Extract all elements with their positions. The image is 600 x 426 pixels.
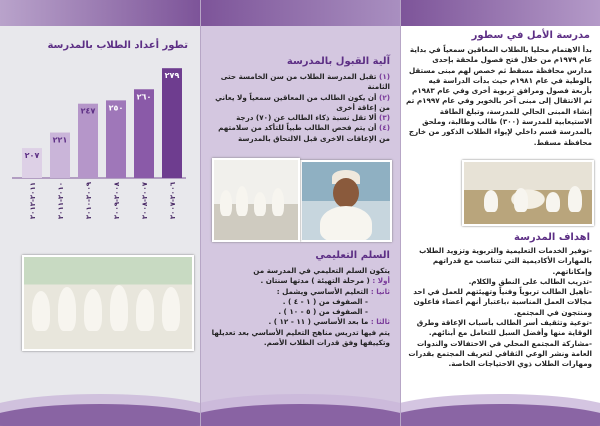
admission-item [208, 72, 390, 93]
ladder-stage-text: التعليم الأساسي ويشمل : [276, 286, 369, 296]
item-text: تقبل المدرسة الطلاب من سن الخامسة حتى الثامنة [220, 72, 390, 92]
top-band [200, 0, 400, 26]
item-number: (٤) [379, 123, 390, 133]
students-seated-photo [22, 255, 194, 351]
school-goals-list [406, 246, 592, 370]
admission-list [208, 72, 390, 144]
value-label-3: ٢٥٠ [108, 103, 124, 113]
tick-label-5: ٢٠١٠-٢٠١١ [57, 182, 65, 220]
bar-1 [162, 68, 182, 178]
ladder-stage [208, 317, 390, 327]
item-text: ألا تقل نسبة ذكاء الطالب عن (٧٠) درجة [236, 113, 377, 123]
chart-title: تطور أعداد الطلاب بالمدرسة [47, 40, 188, 51]
ladder-stage-text: ما بعد الأساسي ( ١١ - ١٢ ) . [268, 317, 369, 327]
school-overview-title: مدرسة الأمل في سطور [471, 30, 590, 41]
bars-group [22, 68, 182, 178]
group-activity-photo [212, 158, 300, 242]
item-number: (٢) [379, 92, 390, 102]
ladder-intro: يتكون السلم التعليمي في المدرسة من [253, 266, 390, 275]
value-label-2: ٢٦٠ [136, 92, 152, 102]
middle-panel [200, 0, 400, 426]
admission-item [208, 113, 390, 123]
decorative-wave [400, 404, 600, 426]
right-panel [400, 0, 600, 426]
admission-item [208, 123, 390, 144]
item-text: أن يتم فحص الطالب طبياً للتأكد من سلامتهم من الإعاقات الاخرى قبل الالتحاق بالمدرسة [218, 123, 390, 143]
school-overview-text: بدأ الاهتمام محليا بالطلاب المعاقين سمعياً في بداية عام ١٩٧٩م من خلال فتح فصول ملحقة بإحدى مدارس محافظة مسقط ثم خصص لهم مبنى مستقل بالوطية في عام ١٩٨١م حيث بدأت الدراسة فيه بأربعة فصول ومرافق تربوية أخرى وفي عام ١٩٨٣م تم الانتقال إلى مبنى آخر بالخوير وفي عام ١٩٩٧م تم إنشاء المبنى الحالي للمدرسة، وتبلغ الطاقة الاستيعابية للمدرسة (٣٠٠) طالب وطالبة، وملحق بالمدرسة قسم داخلي لإيواء الطلاب الذكور من خارج محافظة مسقط. [406, 45, 592, 147]
item-number: (١) [379, 72, 390, 81]
ladder-stage-label: أولا : [372, 276, 390, 286]
tick-labels-group [29, 181, 177, 219]
item-text: أن يكون الطالب من المعاقين سمعياً ولا يعاني من إعاقة أخرى [215, 92, 390, 112]
item-number: (٣) [379, 113, 390, 123]
ladder-stage [208, 276, 390, 286]
left-panel [0, 0, 200, 426]
goal-item: -تأهيل الطالب تربوياً وفنياً وتهيئتهم للعمل في احد مجالات العمل المناسبة ،باعتبار أنهم أعضاء فاعلون ومنتجون في المجتمع. [413, 287, 592, 317]
value-label-1: ٢٧٩ [164, 71, 180, 81]
fold-line [200, 0, 201, 426]
tick-label-6: ٢٠١١-٢٠١٢ [29, 182, 37, 220]
tick-label-1: ٢٠٠٦-٢٠٠٧ [169, 182, 177, 220]
ladder-title: السلم التعليمي [315, 250, 390, 261]
decorative-wave [200, 404, 400, 426]
value-labels-group [25, 71, 180, 160]
ladder-section [208, 266, 390, 348]
student-headset-photo [300, 160, 392, 242]
ladder-note: يتم فيها تدريس مناهج التعليم الأساسي بعد تعديلها وتكييفها وفق قدرات الطلاب الأصم. [211, 327, 390, 348]
goal-item: -تدريب الطالب على النطق والكلام. [468, 276, 592, 286]
value-label-5: ٢٢١ [52, 135, 68, 145]
ladder-cycle: - الصفوف من ( ١ - ٤ ) . [282, 296, 368, 306]
bar-2 [134, 89, 154, 178]
goal-item: -توفير الخدمات التعليمية والتربوية وتزويد الطلاب بالمهارات الأكاديمية التي تتناسب مع قدراتهم وإمكاناتهم. [419, 246, 592, 276]
admission-item [208, 93, 390, 114]
ladder-stage-label: ثانيا : [370, 286, 390, 296]
top-band [400, 0, 600, 26]
fold-line [400, 0, 401, 426]
classroom-photo [462, 160, 594, 226]
ladder-cycle: - الصفوف من ( ٥ - ١٠ ) . [278, 307, 368, 317]
tick-label-2: ٢٠٠٧-٢٠٠٨ [141, 182, 149, 220]
value-label-6: ٢٠٧ [24, 151, 40, 161]
ladder-stage [208, 287, 390, 297]
decorative-wave [0, 404, 200, 426]
ladder-stage-text: ( مرحلة التهيئة ) مدتها سنتان . [260, 276, 370, 286]
school-goals-title: اهداف المدرسة [514, 232, 590, 243]
goal-item: -توعية وتثقيف أسر الطالب بأسباب الإعاقة وطرق الوقاية منها وأفضل السبل للتعامل مع أبنائهم. [416, 318, 592, 338]
goal-item: -مشاركة المجتمع المحلي في الاحتفالات والندوات العامة ونشر الوعي الثقافي لتعريف المجتمع بقدرات ومهارات الطلاب ذوي الاحتياجات الخاصة. [408, 338, 592, 369]
tick-label-4: ٢٠٠٩-٢٠١٠ [85, 182, 93, 220]
tick-label-3: ٢٠٠٨-٢٠٠٩ [113, 182, 121, 220]
admission-title: آلية القبول بالمدرسة [286, 56, 390, 67]
top-band [0, 0, 200, 26]
ladder-stage-label: ثالثا : [370, 317, 390, 327]
enrollment-bar-chart [8, 42, 188, 242]
value-label-4: ٢٤٧ [80, 106, 96, 116]
